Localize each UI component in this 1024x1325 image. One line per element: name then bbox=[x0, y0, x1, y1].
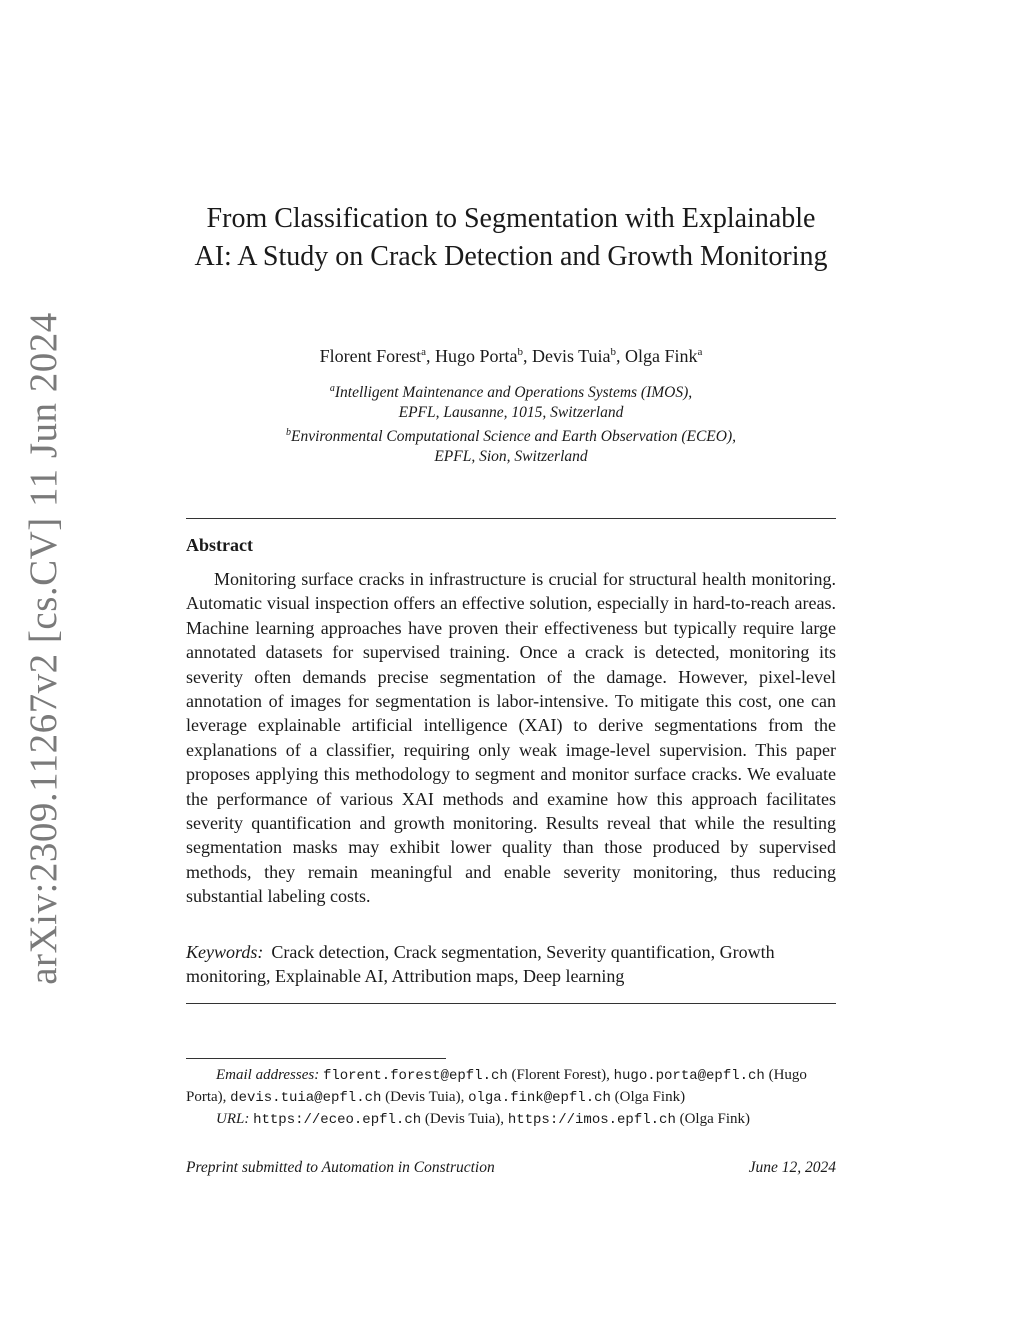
abstract-heading: Abstract bbox=[186, 535, 253, 555]
affiliation-name: Environmental Computational Science and Earth Observation (ECEO), bbox=[291, 428, 736, 445]
affiliation-name: Intelligent Maintenance and Operations Systems (IMOS), bbox=[334, 384, 693, 401]
arxiv-identifier-stamp bbox=[12, 312, 74, 985]
author-name: Olga Fink bbox=[625, 346, 698, 366]
affiliation-mark: b bbox=[286, 427, 291, 438]
preprint-date: June 12, 2024 bbox=[748, 1159, 836, 1176]
affiliation-location: EPFL, Sion, Switzerland bbox=[434, 448, 588, 465]
email-link[interactable]: devis.tuia@epfl.ch bbox=[230, 1090, 382, 1106]
author-name: Devis Tuia bbox=[531, 346, 611, 366]
email-label: Email addresses: bbox=[216, 1067, 320, 1083]
keywords-label: Keywords: bbox=[186, 942, 264, 962]
author bbox=[625, 346, 702, 366]
preprint-venue: Preprint submitted to Automation in Construction bbox=[186, 1159, 495, 1176]
url-link[interactable]: https://imos.epfl.ch bbox=[507, 1112, 676, 1128]
preprint-footer bbox=[186, 1159, 836, 1177]
author bbox=[435, 346, 532, 366]
affiliation-line bbox=[186, 423, 836, 447]
url-owner: (Devis Tuia), bbox=[421, 1111, 508, 1127]
author-name: Florent Forest bbox=[319, 346, 422, 366]
affiliation-location: EPFL, Lausanne, 1015, Switzerland bbox=[398, 404, 624, 421]
footnote bbox=[186, 1065, 836, 1131]
url-label: URL: bbox=[216, 1111, 250, 1127]
arxiv-id-text: arXiv:2309.11267v2 [cs.CV] 11 Jun 2024 bbox=[21, 312, 65, 985]
author-name: Hugo Porta bbox=[434, 346, 518, 366]
url-link[interactable]: https://eceo.epfl.ch bbox=[253, 1112, 422, 1128]
affiliation-mark: b bbox=[517, 346, 523, 358]
email-link[interactable]: olga.fink@epfl.ch bbox=[468, 1090, 611, 1106]
email-owner: (Devis Tuia), bbox=[381, 1089, 469, 1105]
author-separator: , bbox=[425, 346, 435, 366]
email-owner: (Florent Forest), bbox=[507, 1067, 614, 1083]
affiliation-block bbox=[186, 379, 836, 467]
abstract-text: Monitoring surface cracks in infrastructure is crucial for structural health monitoring. Automatic visual inspection offers an effective solution, especially in hard-to-reach areas. Machine learning approaches have proven their effectiveness but typically require large annotated datasets for supervised training. Once a crack is detected, monitoring its severity often demands precise segmentation of the damage. However, pixel-level annotation of images for segmentation is labor-intensive. To mitigate this cost, one can leverage explainable artificial intelligence (XAI) to derive segmentations from the explanations of a classifier, requiring only weak image-level supervision. This paper proposes applying this methodology to segment and monitor surface cracks. We evaluate the performance of various XAI methods and examine how this approach facilitates severity quantification and growth monitoring. Results reveal that while the resulting segmentation masks may exhibit lower quality than those produced by supervised methods, they remain meaningful and enable severity monitoring, thus reducing substantial labeling costs. bbox=[186, 569, 836, 907]
abstract-top-rule bbox=[186, 518, 836, 519]
email-link[interactable]: florent.forest@epfl.ch bbox=[322, 1068, 508, 1084]
url-owner: (Olga Fink) bbox=[675, 1111, 751, 1127]
affiliation-mark: a bbox=[329, 383, 335, 394]
affiliation-mark: a bbox=[697, 346, 703, 358]
email-link[interactable]: hugo.porta@epfl.ch bbox=[613, 1068, 765, 1084]
abstract-bottom-rule bbox=[186, 1003, 836, 1004]
affiliation-line bbox=[186, 379, 836, 403]
footnote-rule bbox=[186, 1058, 446, 1059]
author-list bbox=[186, 340, 836, 368]
author-separator: , bbox=[522, 346, 532, 366]
author bbox=[532, 346, 625, 366]
author bbox=[320, 346, 435, 366]
keywords-text: Crack detection, Crack segmentation, Severity quantification, Growth monitoring, Explainable AI, Attribution maps, Deep learning bbox=[186, 942, 775, 987]
email-owner: (Hugo Porta), bbox=[186, 1067, 807, 1105]
author-separator: , bbox=[616, 346, 625, 366]
email-owner: (Olga Fink) bbox=[610, 1089, 686, 1105]
affiliation-mark: b bbox=[610, 346, 616, 358]
keywords bbox=[186, 940, 836, 989]
affiliation-mark: a bbox=[421, 346, 426, 358]
paper-title: From Classification to Segmentation with Explainable AI: A Study on Crack Detection and Growth Monitoring bbox=[194, 203, 828, 272]
